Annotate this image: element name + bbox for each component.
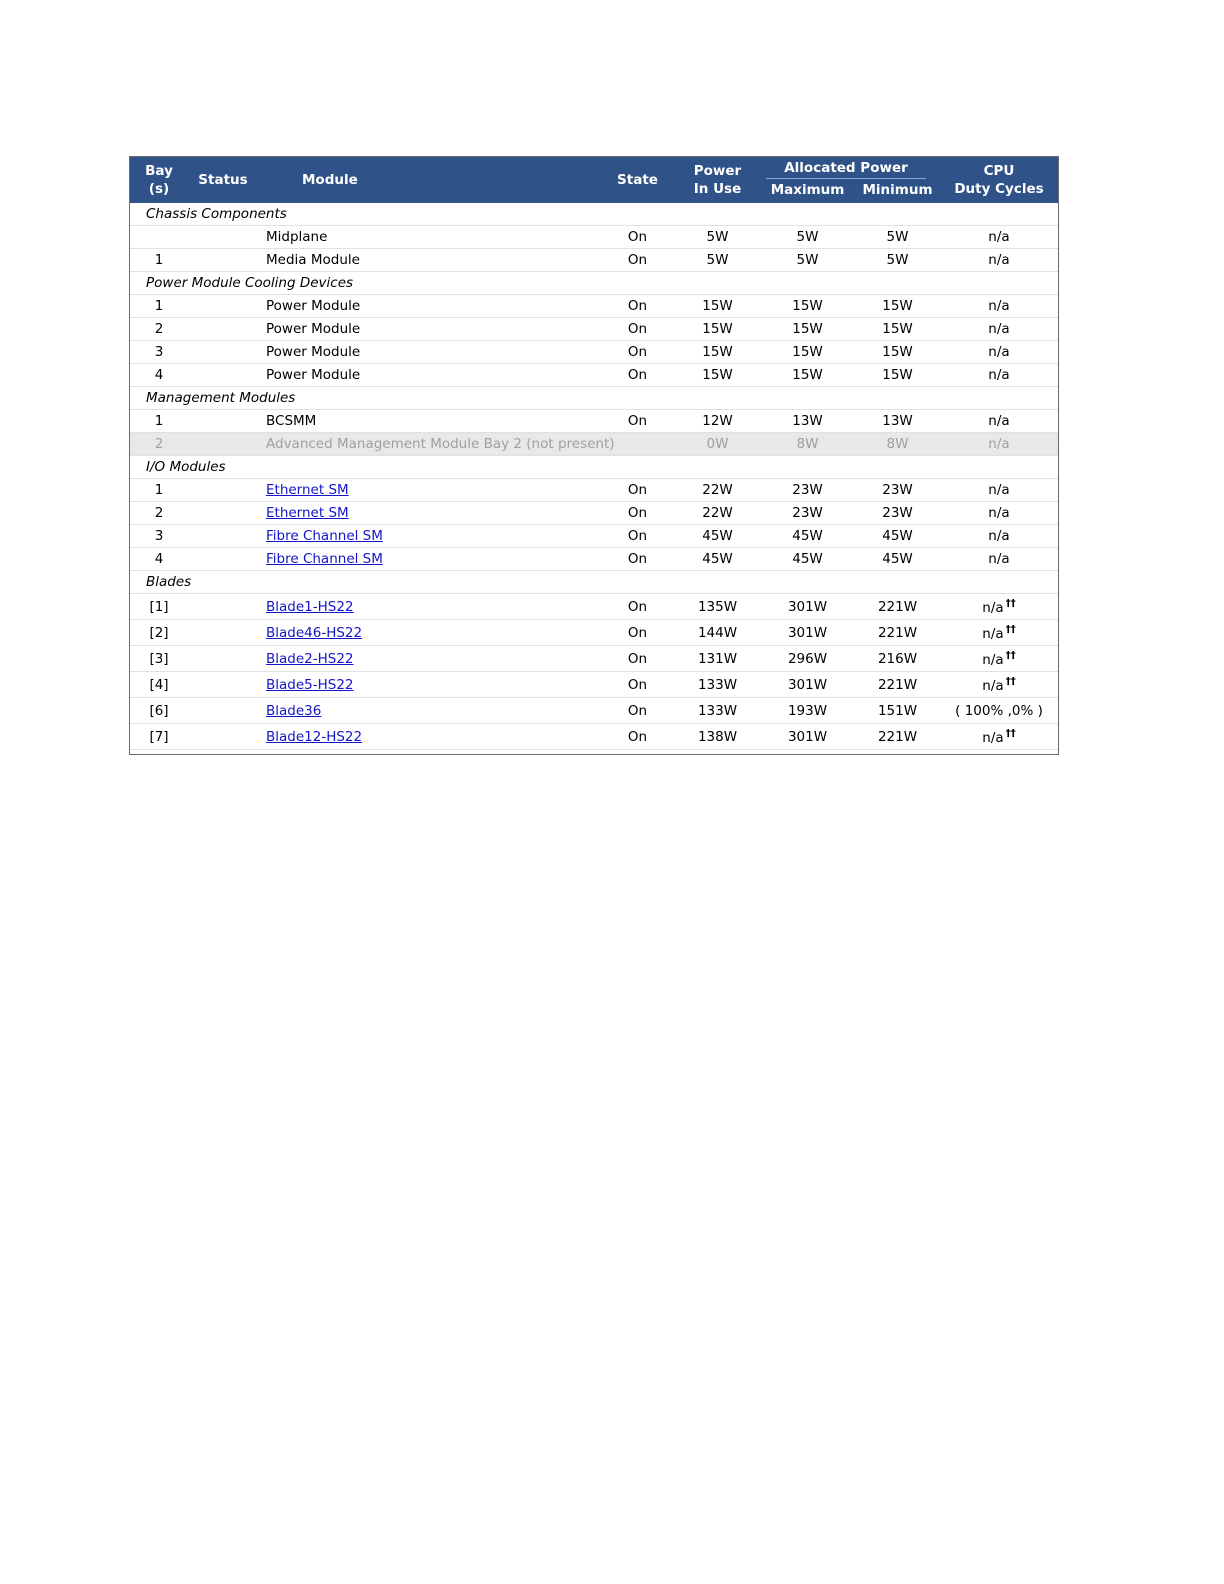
min-allocated-cell: 45W: [855, 548, 940, 571]
bay-cell: [7]: [130, 724, 188, 750]
table-row: [130, 672, 1058, 698]
power-in-use-cell: 135W: [675, 594, 760, 620]
max-allocated-cell: 23W: [760, 479, 855, 502]
state-cell: On: [600, 249, 675, 272]
status-cell: [188, 646, 258, 672]
cpu-duty-cycles-cell: [940, 479, 1058, 502]
bay-cell: 2: [130, 502, 188, 525]
status-cell: [188, 525, 258, 548]
module-link[interactable]: Fibre Channel SM: [266, 551, 383, 567]
bay-cell: 2: [130, 433, 188, 456]
section-title: Blades: [130, 571, 1058, 594]
max-allocated-cell: 23W: [760, 502, 855, 525]
status-cell: [188, 295, 258, 318]
section-row: [130, 571, 1058, 594]
state-cell: On: [600, 620, 675, 646]
module-cell: [258, 672, 600, 698]
cpu-duty-cycles-cell: [940, 620, 1058, 646]
state-cell: On: [600, 410, 675, 433]
bay-cell: [6]: [130, 698, 188, 724]
cpu-duty-value: n/a: [988, 482, 1010, 498]
cpu-duty-cycles-cell: [940, 672, 1058, 698]
power-in-use-cell: 133W: [675, 672, 760, 698]
module-cell: BCSMM: [258, 410, 600, 433]
cpu-duty-cycles-cell: [940, 341, 1058, 364]
max-allocated-cell: 301W: [760, 672, 855, 698]
min-allocated-cell: 15W: [855, 364, 940, 387]
module-cell: [258, 724, 600, 750]
max-allocated-cell: 296W: [760, 646, 855, 672]
status-cell: [188, 410, 258, 433]
cpu-duty-value: n/a: [988, 551, 1010, 567]
power-in-use-cell: 138W: [675, 724, 760, 750]
cpu-duty-value: n/a: [982, 729, 1004, 746]
cpu-duty-cycles-cell: [940, 646, 1058, 672]
header-bay: [130, 157, 188, 203]
power-in-use-cell: 144W: [675, 620, 760, 646]
table-row: [130, 433, 1058, 456]
min-allocated-cell: 23W: [855, 502, 940, 525]
header-duty-cycles-label: Duty Cycles: [954, 181, 1044, 197]
status-cell: [188, 698, 258, 724]
table-row: [130, 594, 1058, 620]
max-allocated-cell: 45W: [760, 525, 855, 548]
max-allocated-cell: 15W: [760, 341, 855, 364]
table-row: [130, 548, 1058, 571]
power-in-use-cell: 12W: [675, 410, 760, 433]
module-cell: Power Module: [258, 364, 600, 387]
bay-cell: 3: [130, 525, 188, 548]
state-cell: On: [600, 318, 675, 341]
power-in-use-cell: 5W: [675, 226, 760, 249]
status-cell: [188, 724, 258, 750]
min-allocated-cell: 5W: [855, 226, 940, 249]
min-allocated-cell: 216W: [855, 646, 940, 672]
cpu-duty-value: n/a: [988, 229, 1010, 245]
bay-cell: 1: [130, 295, 188, 318]
cpu-duty-value: ( 100% ,0% ): [955, 702, 1043, 719]
module-cell: [258, 479, 600, 502]
header-power-in-use: [675, 157, 760, 203]
bay-cell: 1: [130, 479, 188, 502]
min-allocated-cell: 221W: [855, 594, 940, 620]
double-dagger-footnote-mark: ††: [1005, 727, 1016, 739]
state-cell: On: [600, 479, 675, 502]
module-link[interactable]: Blade5-HS22: [266, 676, 354, 693]
state-cell: On: [600, 698, 675, 724]
max-allocated-cell: 301W: [760, 724, 855, 750]
section-row: [130, 203, 1058, 226]
header-minimum: Minimum: [855, 179, 940, 203]
cpu-duty-cycles-cell: [940, 548, 1058, 571]
module-link[interactable]: Ethernet SM: [266, 505, 349, 521]
module-cell: [258, 594, 600, 620]
module-cell: [258, 646, 600, 672]
status-cell: [188, 502, 258, 525]
double-dagger-footnote-mark: ††: [1005, 675, 1016, 687]
module-cell: [258, 548, 600, 571]
header-bay-sub: (s): [148, 181, 170, 197]
double-dagger-footnote-mark: ††: [1005, 623, 1016, 635]
double-dagger-footnote-mark: ††: [1005, 649, 1016, 661]
cpu-duty-cycles-cell: [940, 226, 1058, 249]
max-allocated-cell: 45W: [760, 548, 855, 571]
power-in-use-cell: 131W: [675, 646, 760, 672]
module-cell: Power Module: [258, 318, 600, 341]
header-state: State: [600, 157, 675, 203]
cpu-duty-cycles-cell: [940, 525, 1058, 548]
section-row: [130, 272, 1058, 295]
status-cell: [188, 620, 258, 646]
module-link[interactable]: Ethernet SM: [266, 482, 349, 498]
state-cell: On: [600, 594, 675, 620]
power-in-use-cell: 133W: [675, 698, 760, 724]
header-allocated-power: [760, 157, 940, 179]
section-title: Power Module Cooling Devices: [130, 272, 1058, 295]
cpu-duty-value: n/a: [982, 625, 1004, 642]
state-cell: On: [600, 295, 675, 318]
table-row: [130, 502, 1058, 525]
max-allocated-cell: 15W: [760, 295, 855, 318]
cpu-duty-value: n/a: [988, 367, 1010, 383]
bay-cell: 1: [130, 249, 188, 272]
section-title: Chassis Components: [130, 203, 1058, 226]
module-cell: [258, 502, 600, 525]
max-allocated-cell: 5W: [760, 249, 855, 272]
status-cell: [188, 318, 258, 341]
max-allocated-cell: 15W: [760, 364, 855, 387]
header-module: Module: [258, 157, 600, 203]
section-row: [130, 456, 1058, 479]
table-body: [130, 203, 1058, 754]
cpu-duty-cycles-cell: [940, 295, 1058, 318]
cpu-duty-cycles-cell: [940, 698, 1058, 724]
cpu-duty-value: n/a: [982, 599, 1004, 616]
min-allocated-cell: 221W: [855, 672, 940, 698]
cpu-duty-cycles-cell: [940, 318, 1058, 341]
table-row: [130, 410, 1058, 433]
double-dagger-footnote-mark: ††: [1005, 597, 1016, 609]
cpu-duty-value: n/a: [988, 413, 1010, 429]
status-cell: [188, 594, 258, 620]
section-title: I/O Modules: [130, 456, 1058, 479]
min-allocated-cell: 23W: [855, 479, 940, 502]
header-bay-label: Bay: [145, 163, 173, 179]
min-allocated-cell: 151W: [855, 698, 940, 724]
cpu-duty-cycles-cell: [940, 502, 1058, 525]
cpu-duty-cycles-cell: [940, 364, 1058, 387]
table-row: [130, 249, 1058, 272]
module-cell: [258, 698, 600, 724]
max-allocated-cell: 8W: [760, 433, 855, 456]
cpu-duty-cycles-cell: [940, 594, 1058, 620]
min-allocated-cell: 221W: [855, 620, 940, 646]
table-header: [130, 157, 1058, 203]
min-allocated-cell: 15W: [855, 295, 940, 318]
table-row: [130, 646, 1058, 672]
state-cell: On: [600, 672, 675, 698]
cpu-duty-cycles-cell: [940, 724, 1058, 750]
power-allocation-table: [130, 157, 1058, 754]
state-cell: On: [600, 502, 675, 525]
cpu-duty-value: n/a: [988, 298, 1010, 314]
bay-cell: 4: [130, 548, 188, 571]
cpu-duty-value: n/a: [988, 528, 1010, 544]
bay-cell: [1]: [130, 594, 188, 620]
table-end-spacer: [130, 750, 1058, 755]
status-cell: [188, 479, 258, 502]
table-row: [130, 341, 1058, 364]
status-cell: [188, 341, 258, 364]
min-allocated-cell: 15W: [855, 341, 940, 364]
cpu-duty-value: n/a: [982, 651, 1004, 668]
bay-cell: 1: [130, 410, 188, 433]
state-cell: On: [600, 548, 675, 571]
module-cell: [258, 620, 600, 646]
max-allocated-cell: 15W: [760, 318, 855, 341]
header-cpu-duty-cycles: [940, 157, 1058, 203]
status-cell: [188, 249, 258, 272]
power-in-use-cell: 0W: [675, 433, 760, 456]
table-row: [130, 620, 1058, 646]
power-in-use-cell: 5W: [675, 249, 760, 272]
header-in-use-label: In Use: [693, 181, 742, 197]
max-allocated-cell: 301W: [760, 620, 855, 646]
cpu-duty-value: n/a: [988, 252, 1010, 268]
table-row: [130, 226, 1058, 249]
cpu-duty-value: n/a: [988, 344, 1010, 360]
max-allocated-cell: 5W: [760, 226, 855, 249]
status-cell: [188, 226, 258, 249]
status-cell: [188, 433, 258, 456]
header-maximum: Maximum: [760, 179, 855, 203]
header-allocated-label: Allocated Power: [766, 158, 926, 179]
header-power-label: Power: [693, 163, 742, 179]
header-status: Status: [188, 157, 258, 203]
state-cell: On: [600, 364, 675, 387]
bay-cell: 2: [130, 318, 188, 341]
module-cell: Media Module: [258, 249, 600, 272]
table-row: [130, 318, 1058, 341]
min-allocated-cell: 5W: [855, 249, 940, 272]
module-cell: Midplane: [258, 226, 600, 249]
cpu-duty-value: n/a: [988, 436, 1010, 452]
module-cell: [258, 525, 600, 548]
bay-cell: 3: [130, 341, 188, 364]
cpu-duty-value: n/a: [982, 677, 1004, 694]
max-allocated-cell: 193W: [760, 698, 855, 724]
bay-cell: [2]: [130, 620, 188, 646]
module-cell: Advanced Management Module Bay 2 (not present): [258, 433, 600, 456]
table-row: [130, 724, 1058, 750]
power-in-use-cell: 45W: [675, 548, 760, 571]
bay-cell: 4: [130, 364, 188, 387]
module-link[interactable]: Blade36: [266, 702, 322, 719]
module-cell: Power Module: [258, 295, 600, 318]
table-row: [130, 479, 1058, 502]
module-link[interactable]: Blade12-HS22: [266, 728, 363, 745]
bay-cell: [3]: [130, 646, 188, 672]
header-cpu-label: CPU: [983, 163, 1015, 179]
module-link[interactable]: Blade46-HS22: [266, 624, 363, 641]
status-cell: [188, 672, 258, 698]
bay-cell: [130, 226, 188, 249]
cpu-duty-cycles-cell: [940, 249, 1058, 272]
cpu-duty-value: n/a: [988, 505, 1010, 521]
cpu-duty-value: n/a: [988, 321, 1010, 337]
table-row: [130, 525, 1058, 548]
cpu-duty-cycles-cell: [940, 433, 1058, 456]
module-cell: Power Module: [258, 341, 600, 364]
power-in-use-cell: 15W: [675, 295, 760, 318]
max-allocated-cell: 13W: [760, 410, 855, 433]
min-allocated-cell: 15W: [855, 318, 940, 341]
power-allocation-table-frame: [129, 156, 1059, 755]
power-in-use-cell: 22W: [675, 479, 760, 502]
module-link[interactable]: Blade2-HS22: [266, 650, 354, 667]
state-cell: On: [600, 724, 675, 750]
table-row: [130, 364, 1058, 387]
power-in-use-cell: 15W: [675, 364, 760, 387]
state-cell: On: [600, 646, 675, 672]
module-link[interactable]: Fibre Channel SM: [266, 528, 383, 544]
module-link[interactable]: Blade1-HS22: [266, 598, 354, 615]
table-row: [130, 698, 1058, 724]
power-in-use-cell: 45W: [675, 525, 760, 548]
power-in-use-cell: 15W: [675, 318, 760, 341]
power-in-use-cell: 22W: [675, 502, 760, 525]
cpu-duty-cycles-cell: [940, 410, 1058, 433]
max-allocated-cell: 301W: [760, 594, 855, 620]
status-cell: [188, 548, 258, 571]
spacer-cell: [130, 750, 1058, 755]
min-allocated-cell: 13W: [855, 410, 940, 433]
table-row: [130, 295, 1058, 318]
min-allocated-cell: 221W: [855, 724, 940, 750]
min-allocated-cell: 45W: [855, 525, 940, 548]
status-cell: [188, 364, 258, 387]
section-row: [130, 387, 1058, 410]
state-cell: On: [600, 341, 675, 364]
power-in-use-cell: 15W: [675, 341, 760, 364]
section-title: Management Modules: [130, 387, 1058, 410]
state-cell: On: [600, 525, 675, 548]
min-allocated-cell: 8W: [855, 433, 940, 456]
bay-cell: [4]: [130, 672, 188, 698]
state-cell: On: [600, 226, 675, 249]
